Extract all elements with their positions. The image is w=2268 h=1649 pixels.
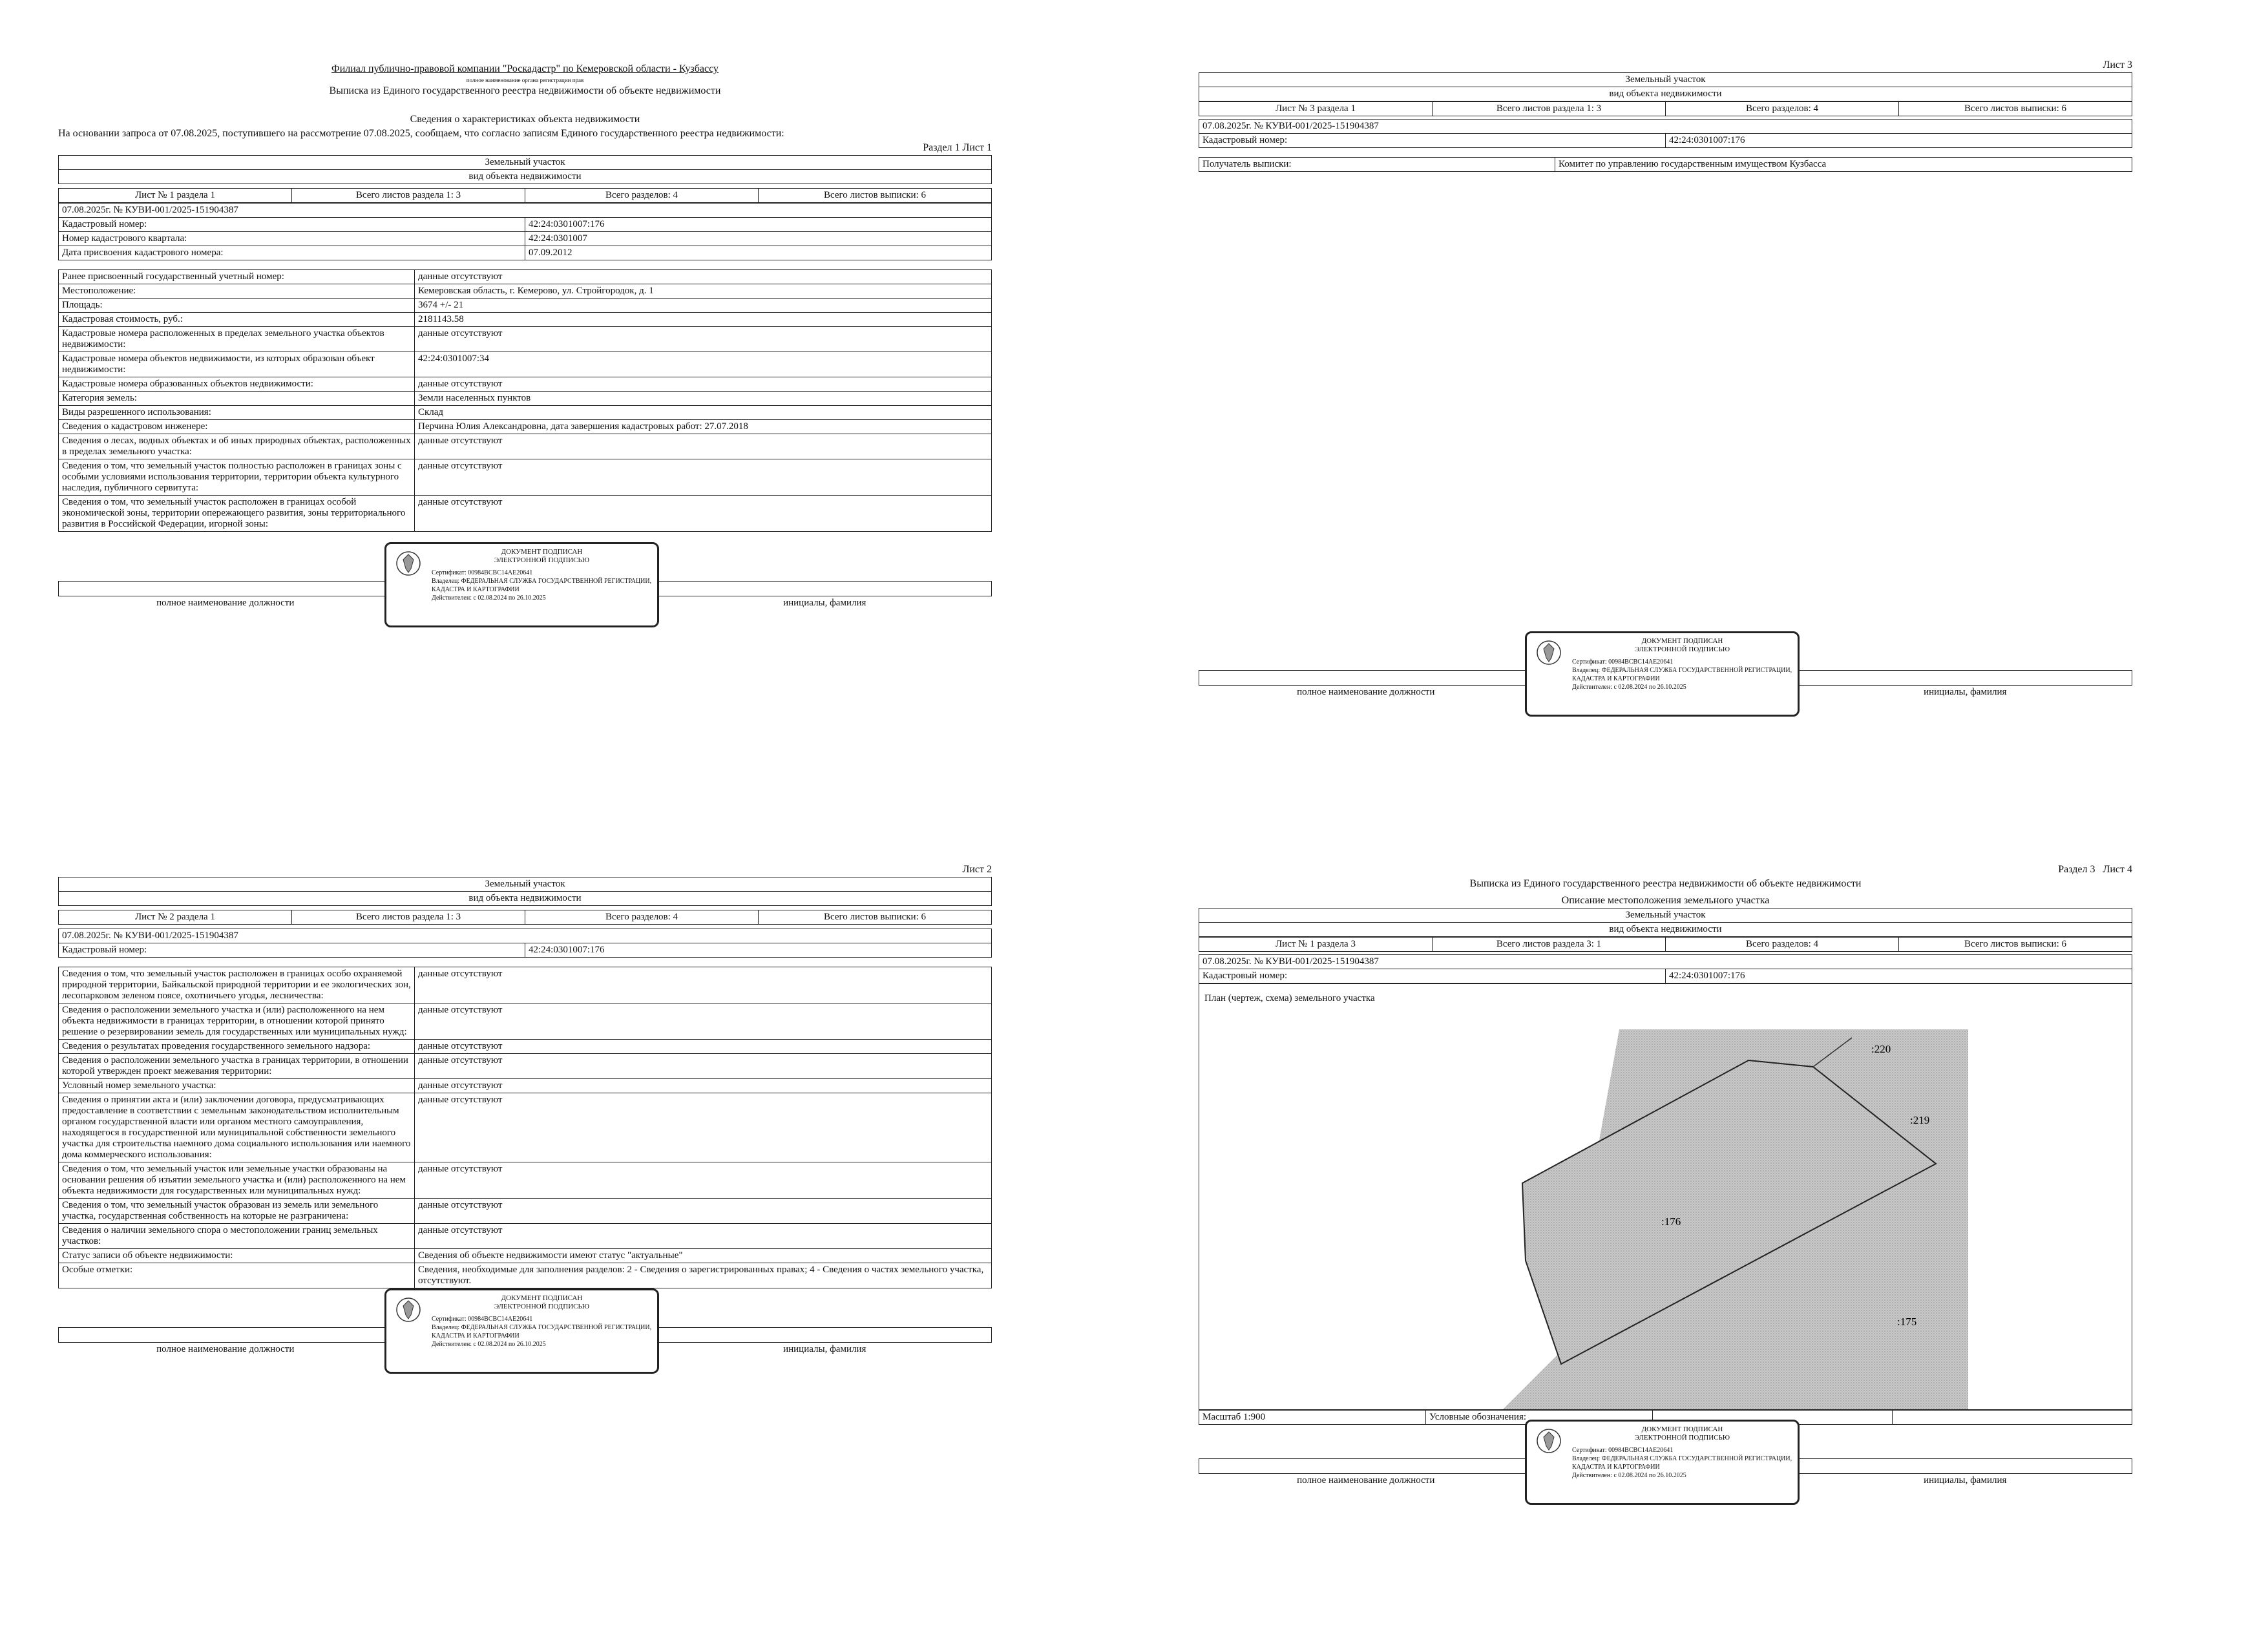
row-label: Сведения о расположении земельного участка в границах территории, в отношении которой утвержден проект межевания территории:	[59, 1054, 415, 1079]
stamp-certificate: Сертификат: 00984BCBC14AE20641	[1572, 658, 1674, 666]
signature-block	[58, 542, 992, 639]
meta-cell: Всего листов раздела 1: 3	[292, 910, 525, 925]
stamp-title: ДОКУМЕНТ ПОДПИСАН	[501, 1294, 583, 1302]
stamp-title: ДОКУМЕНТ ПОДПИСАН	[501, 548, 583, 556]
stamp-validity: Действителен: с 02.08.2024 по 26.10.2025	[1572, 1472, 1686, 1479]
row-label: Кадастровые номера образованных объектов недвижимости:	[59, 377, 415, 392]
stamp-certificate: Сертификат: 00984BCBC14AE20641	[432, 569, 533, 576]
row-label: Сведения о том, что земельный участок расположен в границах особо охраняемой природной территории, Байкальской природной территории и ее экологических зон, лесопарковом зеленом поясе, охотничьего угодья, лесничества:	[59, 967, 415, 1003]
scale-label: Масштаб 1:900	[1199, 1411, 1426, 1425]
meta-cell: Всего листов выписки: 6	[1899, 938, 2132, 952]
list-label: Лист 3	[2103, 59, 2132, 70]
parcel-label-175: :175	[1897, 1316, 1917, 1328]
position-label: полное наименование должности	[156, 598, 295, 608]
name-label: инициалы, фамилия	[783, 598, 866, 608]
meta-cell: Всего разделов: 4	[525, 189, 759, 203]
e-signature-stamp	[384, 542, 659, 627]
stamp-validity: Действителен: с 02.08.2024 по 26.10.2025	[1572, 684, 1686, 691]
stamp-title: ДОКУМЕНТ ПОДПИСАН	[1641, 637, 1723, 645]
date-number: 07.08.2025г. № КУВИ-001/2025-151904387	[1199, 955, 2132, 969]
meta-cell: Всего листов выписки: 6	[1899, 102, 2132, 116]
id-table	[1199, 954, 2132, 983]
recipient-table	[1199, 157, 2132, 172]
row-value: Кемеровская область, г. Кемерово, ул. Стройгородок, д. 1	[415, 284, 992, 299]
row-value: 42:24:0301007:34	[415, 352, 992, 377]
name-label: инициалы, фамилия	[783, 1344, 866, 1354]
name-label: инициалы, фамилия	[1924, 1475, 2007, 1486]
date-number: 07.08.2025г. № КУВИ-001/2025-151904387	[59, 929, 992, 943]
section-list-label	[1199, 863, 2132, 877]
emblem-icon	[1535, 638, 1563, 667]
row-label: Кадастровый номер:	[1199, 969, 1666, 983]
row-label: Кадастровые номера объектов недвижимости, из которых образован объект недвижимости:	[59, 352, 415, 377]
row-value: 42:24:0301007:176	[525, 943, 992, 958]
meta-cell: Всего листов раздела 1: 3	[292, 189, 525, 203]
row-value: 2181143.58	[415, 313, 992, 327]
row-value: Сведения, необходимые для заполнения разделов: 2 - Сведения о зарегистрированных правах; 4 - Сведения о частях земельного участка, отсутствуют.	[415, 1263, 992, 1288]
date-number: 07.08.2025г. № КУВИ-001/2025-151904387	[1199, 120, 2132, 134]
row-label: Площадь:	[59, 299, 415, 313]
row-value: данные отсутствуют	[415, 377, 992, 392]
extract-title: Выписка из Единого государственного реестра недвижимости об объекте недвижимости	[1469, 878, 1862, 889]
row-value: 42:24:0301007:176	[525, 218, 992, 232]
recipient-label: Получатель выписки:	[1199, 158, 1555, 172]
row-value: данные отсутствуют	[415, 1003, 992, 1040]
row-value: Сведения об объекте недвижимости имеют статус "актуальные"	[415, 1249, 992, 1263]
signature-block	[1199, 1420, 2132, 1517]
object-header-table	[58, 155, 992, 184]
sheet-4	[1199, 863, 2132, 1517]
row-label: Сведения о лесах, водных объектах и об иных природных объектах, расположенных в пределах земельного участка:	[59, 434, 415, 459]
object-type-caption: вид объекта недвижимости	[1199, 87, 2132, 101]
row-label: Номер кадастрового квартала:	[59, 232, 525, 246]
row-label: Сведения о том, что земельный участок расположен в границах особой экономической зоны, территории опережающего развития, зоны территориального развития в Российской Федерации, игорной зоны:	[59, 496, 415, 532]
row-label: Кадастровый номер:	[1199, 134, 1666, 148]
row-label: Кадастровые номера расположенных в пределах земельного участка объектов недвижимости:	[59, 327, 415, 352]
branch-name: Филиал публично-правовой компании "Роскадастр" по Кемеровской области - Кузбассу	[331, 63, 719, 74]
parcel-plan	[1199, 989, 2133, 1409]
row-value: данные отсутствуют	[415, 1162, 992, 1199]
parcel-label-220: :220	[1871, 1043, 1891, 1055]
meta-cell: Всего разделов: 4	[525, 910, 759, 925]
meta-cell: Всего листов раздела 3: 1	[1433, 938, 1666, 952]
list-label: Лист 2	[962, 864, 992, 875]
row-label: Сведения о результатах проведения государственного земельного надзора:	[59, 1040, 415, 1054]
row-label: Местоположение:	[59, 284, 415, 299]
id-table	[58, 203, 992, 260]
e-signature-stamp	[1525, 631, 1800, 717]
extract-subtitle: Описание местоположения земельного участка	[1561, 895, 1770, 906]
date-number: 07.08.2025г. № КУВИ-001/2025-151904387	[59, 204, 992, 218]
name-cell	[658, 582, 992, 596]
emblem-icon	[1535, 1427, 1563, 1455]
row-value: данные отсутствуют	[415, 1199, 992, 1224]
row-label: Кадастровая стоимость, руб.:	[59, 313, 415, 327]
row-label: Условный номер земельного участка:	[59, 1079, 415, 1093]
e-signature-stamp	[384, 1288, 659, 1374]
parcel-label-176: :176	[1661, 1215, 1681, 1228]
object-type: Земельный участок	[59, 877, 992, 892]
object-type: Земельный участок	[1199, 73, 2132, 87]
row-label: Статус записи об объекте недвижимости:	[59, 1249, 415, 1263]
row-label: Сведения о кадастровом инженере:	[59, 420, 415, 434]
row-value: 42:24:0301007:176	[1666, 969, 2132, 983]
stamp-certificate: Сертификат: 00984BCBC14AE20641	[1572, 1447, 1674, 1454]
section-label: Раздел 1 Лист 1	[923, 142, 992, 153]
meta-cell: Всего листов выписки: 6	[759, 189, 992, 203]
meta-cell: Лист № 3 раздела 1	[1199, 102, 1433, 116]
object-type: Земельный участок	[59, 156, 992, 170]
position-label: полное наименование должности	[1297, 1475, 1435, 1486]
emblem-icon	[394, 549, 423, 578]
stamp-validity: Действителен: с 02.08.2024 по 26.10.2025	[432, 1341, 546, 1348]
row-value: данные отсутствуют	[415, 967, 992, 1003]
row-label: Сведения о наличии земельного спора о местоположении границ земельных участков:	[59, 1224, 415, 1249]
branch-caption: полное наименование органа регистрации прав	[466, 77, 584, 83]
meta-cell: Всего листов раздела 1: 3	[1433, 102, 1666, 116]
stamp-owner: Владелец: ФЕДЕРАЛЬНАЯ СЛУЖБА ГОСУДАРСТВЕННОЙ РЕГИСТРАЦИИ, КАДАСТРА И КАРТОГРАФИИ	[432, 578, 652, 593]
stamp-title: ДОКУМЕНТ ПОДПИСАН	[1641, 1425, 1723, 1433]
row-label: Сведения о расположении земельного участка и (или) расположенного на нем объекта недвижимости в границах территории, в отношении которой принято решение о резервировании земель для государственных или муниципальных нужд:	[59, 1003, 415, 1040]
extract-subtitle: Сведения о характеристиках объекта недвижимости	[410, 114, 640, 125]
emblem-icon	[394, 1296, 423, 1324]
stamp-owner: Владелец: ФЕДЕРАЛЬНАЯ СЛУЖБА ГОСУДАРСТВЕННОЙ РЕГИСТРАЦИИ, КАДАСТРА И КАРТОГРАФИИ	[1572, 1455, 1792, 1471]
row-value: данные отсутствуют	[415, 1093, 992, 1162]
meta-table	[1199, 101, 2132, 116]
row-label: Особые отметки:	[59, 1263, 415, 1288]
object-type-caption: вид объекта недвижимости	[59, 892, 992, 906]
row-value: данные отсутствуют	[415, 1079, 992, 1093]
row-label: Дата присвоения кадастрового номера:	[59, 246, 525, 260]
intro-text: На основании запроса от 07.08.2025, поступившего на рассмотрение 07.08.2025, сообщаем, что согласно записям Единого государственного реестра недвижимости:	[58, 128, 784, 139]
row-value: данные отсутствуют	[415, 496, 992, 532]
meta-cell: Всего разделов: 4	[1666, 102, 1899, 116]
stamp-subtitle: ЭЛЕКТРОННОЙ ПОДПИСЬЮ	[1634, 646, 1730, 653]
object-header-table	[1199, 908, 2132, 937]
row-value: данные отсутствуют	[415, 270, 992, 284]
sheet-2	[58, 863, 992, 1385]
stamp-owner: Владелец: ФЕДЕРАЛЬНАЯ СЛУЖБА ГОСУДАРСТВЕННОЙ РЕГИСТРАЦИИ, КАДАСТРА И КАРТОГРАФИИ	[432, 1324, 652, 1339]
legend-label: Условные обозначения:	[1426, 1411, 1653, 1425]
row-label: Кадастровый номер:	[59, 218, 525, 232]
stamp-owner: Владелец: ФЕДЕРАЛЬНАЯ СЛУЖБА ГОСУДАРСТВЕННОЙ РЕГИСТРАЦИИ, КАДАСТРА И КАРТОГРАФИИ	[1572, 667, 1792, 682]
row-value: данные отсутствуют	[415, 327, 992, 352]
row-value: 42:24:0301007	[525, 232, 992, 246]
name-label: инициалы, фамилия	[1924, 687, 2007, 697]
plan-box	[1199, 989, 2132, 1410]
position-cell	[59, 582, 393, 596]
row-value: Склад	[415, 406, 992, 420]
object-header-table	[1199, 72, 2132, 101]
extract-title: Выписка из Единого государственного реестра недвижимости об объекте недвижимости	[329, 85, 721, 96]
stamp-subtitle: ЭЛЕКТРОННОЙ ПОДПИСЬЮ	[1634, 1434, 1730, 1442]
sheet-1	[58, 62, 992, 639]
row-label: Сведения о том, что земельный участок полностью расположен в границах зоны с особыми условиями использования территории, территории объекта культурного наследия, публичного сервитута:	[59, 459, 415, 496]
list-label: Лист 4	[2103, 864, 2132, 875]
row-value: 07.09.2012	[525, 246, 992, 260]
position-label: полное наименование должности	[156, 1344, 295, 1354]
row-label: Виды разрешенного использования:	[59, 406, 415, 420]
meta-cell: Всего разделов: 4	[1666, 938, 1899, 952]
parcel-label-219: :219	[1910, 1114, 1930, 1126]
signature-block	[1199, 631, 2132, 728]
meta-table	[1199, 937, 2132, 952]
row-value: 42:24:0301007:176	[1666, 134, 2132, 148]
section-label: Раздел 3	[2058, 864, 2095, 875]
row-value: Перчина Юлия Александровна, дата завершения кадастровых работ: 27.07.2018	[415, 420, 992, 434]
row-value: данные отсутствуют	[415, 434, 992, 459]
meta-cell: Всего листов выписки: 6	[759, 910, 992, 925]
row-value: Земли населенных пунктов	[415, 392, 992, 406]
characteristics-table	[58, 269, 992, 532]
meta-cell: Лист № 2 раздела 1	[59, 910, 292, 925]
sheet-3	[1199, 58, 2132, 728]
object-header-table	[58, 877, 992, 906]
row-label: Сведения о том, что земельный участок или земельные участки образованы на основании решения об изъятии земельного участка и (или) расположенного на нем объекта недвижимости для государственных или муниципальных нужд:	[59, 1162, 415, 1199]
object-type-caption: вид объекта недвижимости	[59, 170, 992, 184]
plan-title: План (чертеж, схема) земельного участка	[1204, 993, 1375, 1003]
signature-block	[58, 1288, 992, 1385]
object-type-caption: вид объекта недвижимости	[1199, 923, 2132, 937]
meta-table	[58, 910, 992, 925]
characteristics-table	[58, 967, 992, 1288]
row-label: Сведения о том, что земельный участок образован из земель или земельного участка, государственная собственность на которые не разграничена:	[59, 1199, 415, 1224]
id-table	[58, 929, 992, 958]
stamp-subtitle: ЭЛЕКТРОННОЙ ПОДПИСЬЮ	[494, 1303, 590, 1310]
object-type: Земельный участок	[1199, 909, 2132, 923]
stamp-validity: Действителен: с 02.08.2024 по 26.10.2025	[432, 594, 546, 602]
row-value: данные отсутствуют	[415, 1224, 992, 1249]
row-value: 3674 +/- 21	[415, 299, 992, 313]
row-label: Кадастровый номер:	[59, 943, 525, 958]
e-signature-stamp	[1525, 1420, 1800, 1505]
row-value: данные отсутствуют	[415, 1040, 992, 1054]
row-label: Ранее присвоенный государственный учетный номер:	[59, 270, 415, 284]
row-label: Сведения о принятии акта и (или) заключении договора, предусматривающих предоставление в соответствии с земельным законодательством исполнительным органом государственной власти или органом местного самоуправления, находящегося в государственной или муниципальной собственности земельного участка для строительства наемного дома социального использования или наемного дома коммерческого использования:	[59, 1093, 415, 1162]
meta-cell: Лист № 1 раздела 1	[59, 189, 292, 203]
id-table	[1199, 119, 2132, 148]
position-label: полное наименование должности	[1297, 687, 1435, 697]
row-label: Категория земель:	[59, 392, 415, 406]
row-value: данные отсутствуют	[415, 459, 992, 496]
stamp-subtitle: ЭЛЕКТРОННОЙ ПОДПИСЬЮ	[494, 556, 590, 564]
stamp-certificate: Сертификат: 00984BCBC14AE20641	[432, 1316, 533, 1323]
meta-cell: Лист № 1 раздела 3	[1199, 938, 1433, 952]
recipient-value: Комитет по управлению государственным имуществом Кузбасса	[1555, 158, 2132, 172]
row-value: данные отсутствуют	[415, 1054, 992, 1079]
meta-table	[58, 188, 992, 203]
